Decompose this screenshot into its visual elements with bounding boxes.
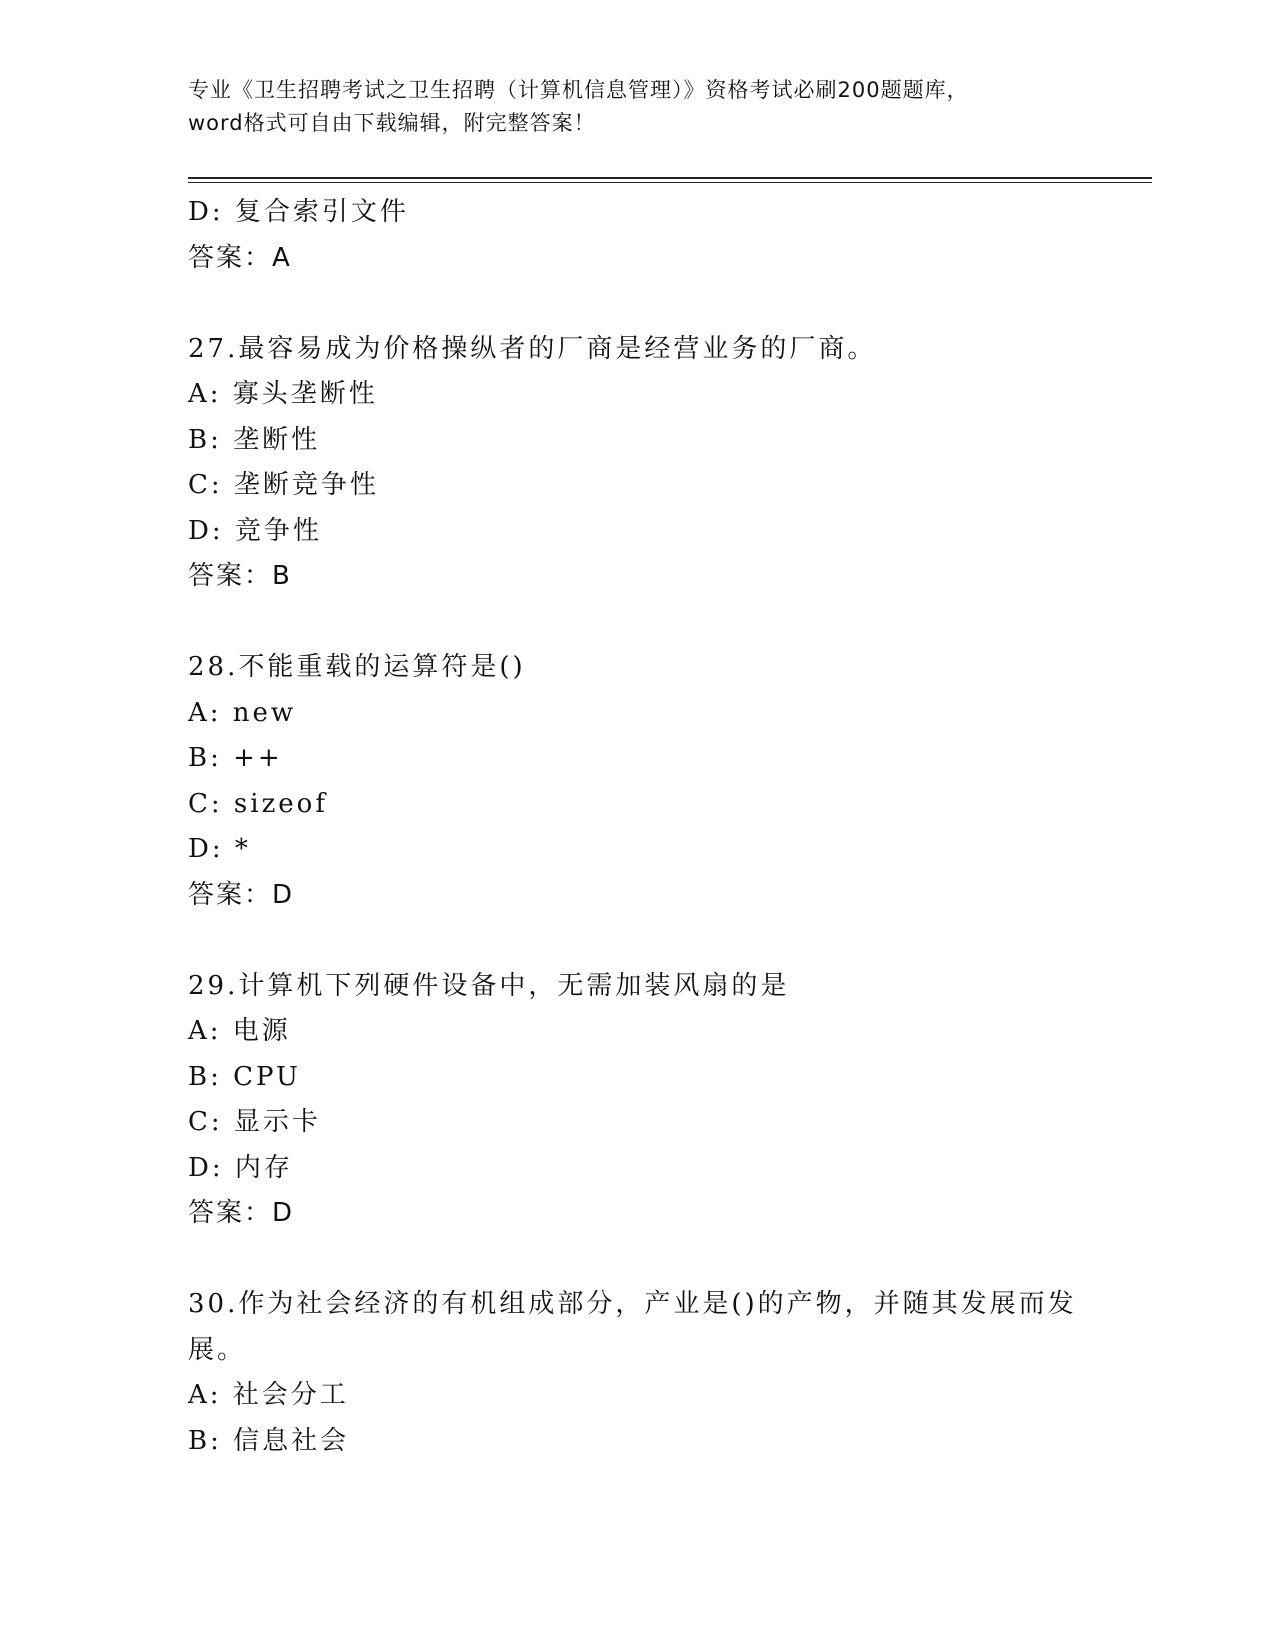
question-28-option-b: B: ++ bbox=[188, 743, 283, 773]
spacer bbox=[188, 918, 1088, 964]
question-28-text: 28.不能重载的运算符是() bbox=[188, 652, 526, 682]
question-29-option-b: B: CPU bbox=[188, 1061, 301, 1092]
question-29-option-d: D: 内存 bbox=[188, 1152, 293, 1183]
question-29-answer: 答案：D bbox=[188, 1198, 295, 1228]
question-27-option-d: D: 竞争性 bbox=[188, 515, 322, 546]
question-30-option-b: B: 信息社会 bbox=[188, 1425, 350, 1456]
question-28-answer: 答案：D bbox=[188, 879, 295, 910]
question-list bbox=[188, 190, 1088, 1464]
spacer bbox=[188, 1237, 1088, 1283]
question-27-answer: 答案：B bbox=[188, 561, 292, 591]
question-28-option-a: A: new bbox=[188, 697, 297, 728]
header-title-line-1: 专业《卫生招聘考试之卫生招聘（计算机信息管理）》资格考试必刷200题题库， bbox=[188, 78, 969, 102]
question-29-option-a: A: 电源 bbox=[188, 1016, 291, 1046]
document-header bbox=[188, 74, 1088, 140]
question-27-text: 27.最容易成为价格操纵者的厂商是经营业务的厂商。 bbox=[188, 333, 877, 364]
question-27-option-a: A: 寡头垄断性 bbox=[188, 379, 378, 409]
option-d: D: 复合索引文件 bbox=[188, 197, 409, 227]
question-28-option-c: C: sizeof bbox=[188, 788, 328, 819]
spacer bbox=[188, 281, 1088, 327]
answer-line: 答案：A bbox=[188, 242, 292, 273]
question-30-option-a: A: 社会分工 bbox=[188, 1380, 349, 1410]
question-30-text: 30.作为社会经济的有机组成部分，产业是()的产物，并随其发展而发展。 bbox=[188, 1289, 1077, 1365]
question-29-text: 29.计算机下列硬件设备中，无需加装风扇的是 bbox=[188, 970, 790, 1001]
spacer bbox=[188, 600, 1088, 646]
header-divider-top bbox=[188, 177, 1152, 179]
question-27-option-c: C: 垄断竞争性 bbox=[188, 470, 379, 500]
question-28-option-d: D: * bbox=[188, 834, 251, 864]
header-divider-bottom bbox=[188, 182, 1152, 183]
question-27-option-b: B: 垄断性 bbox=[188, 424, 321, 455]
question-29-option-c: C: 显示卡 bbox=[188, 1107, 321, 1137]
header-title-line-2: word格式可自由下载编辑，附完整答案！ bbox=[188, 111, 596, 135]
